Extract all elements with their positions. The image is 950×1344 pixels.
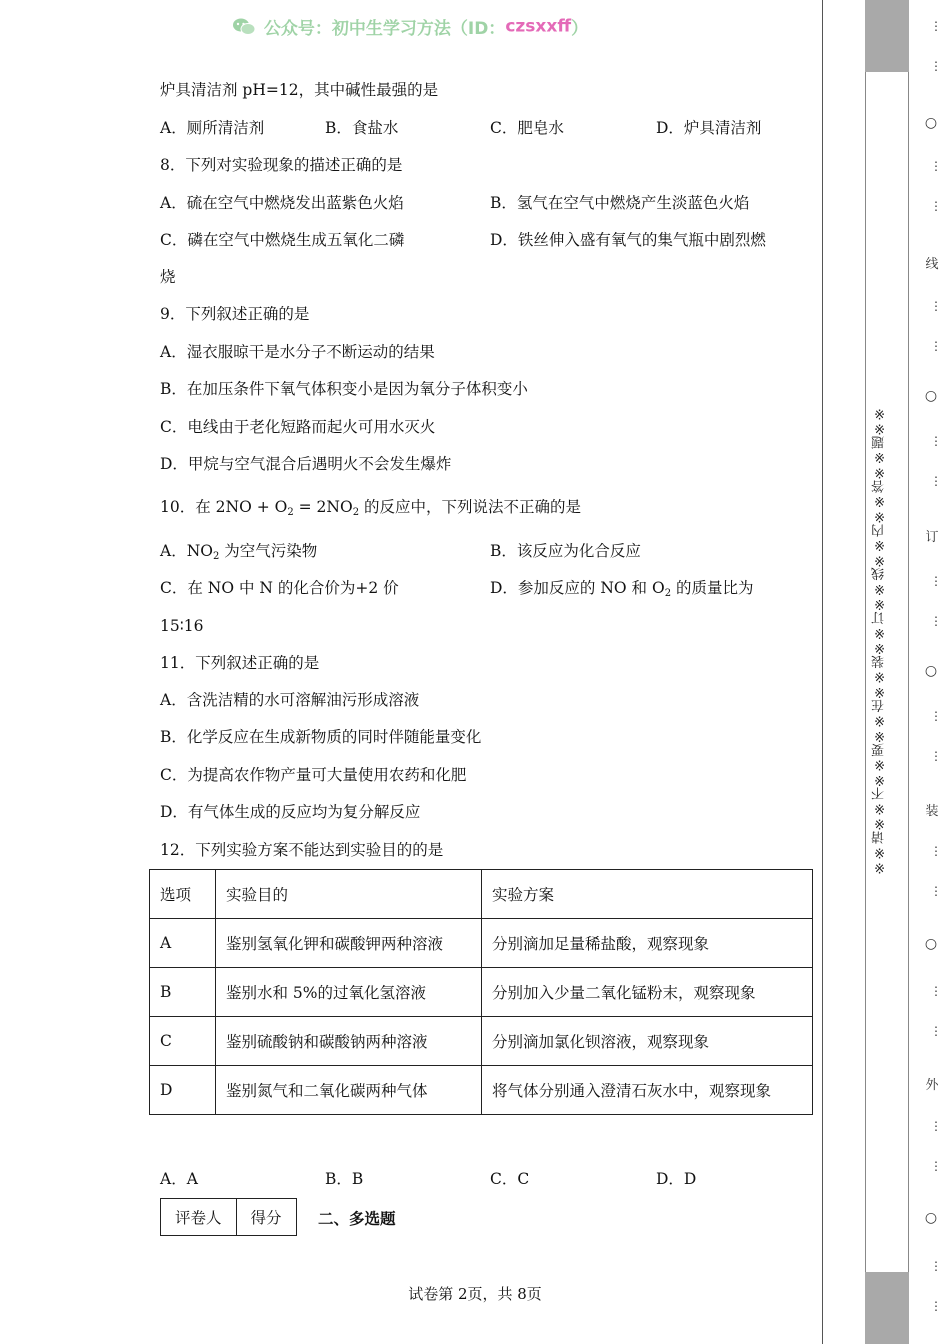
wechat-icon xyxy=(232,17,256,37)
q10-option-d-cont: 15∶16 xyxy=(160,617,204,635)
dotted-line-icon: ⋮ xyxy=(930,614,942,628)
binding-hole-icon: ○ xyxy=(924,115,938,131)
binding-mark-install: 装 xyxy=(925,804,939,819)
table-cell: B xyxy=(150,968,216,1017)
q7-tail: 炉具清洁剂 pH=12，其中碱性最强的是 xyxy=(160,81,439,99)
dotted-line-icon: ⋮ xyxy=(930,709,942,723)
header-end: ） xyxy=(571,19,589,39)
page-footer: 试卷第 2页，共 8页 xyxy=(408,1285,542,1303)
q11-stem: 11．下列叙述正确的是 xyxy=(160,654,320,672)
binding-hole-icon: ○ xyxy=(924,936,938,952)
q12-option-c: C．C xyxy=(490,1170,530,1188)
dotted-line-icon: ⋮ xyxy=(930,574,942,588)
table-cell: A xyxy=(150,919,216,968)
watermark-header xyxy=(0,14,820,44)
q9-option-a: A．湿衣服晾干是水分子不断运动的结果 xyxy=(160,343,435,361)
table-header-row xyxy=(150,870,813,919)
q10-option-d: D．参加反应的 NO 和 $O_2$ 的质量比为 xyxy=(490,579,754,599)
dotted-line-icon: ⋮ xyxy=(930,1024,942,1038)
q12-option-a: A．A xyxy=(160,1170,198,1188)
table-cell: 鉴别硫酸钠和碳酸钠两种溶液 xyxy=(216,1017,482,1066)
table-row xyxy=(150,968,813,1017)
table-row xyxy=(150,919,813,968)
q11-option-c: C．为提高农作物产量可大量使用农药和化肥 xyxy=(160,766,467,784)
q9-option-d: D．甲烷与空气混合后遇明火不会发生爆炸 xyxy=(160,455,452,473)
table-cell: D xyxy=(150,1066,216,1115)
binding-hole-icon: ○ xyxy=(924,663,938,679)
q10-option-a: A．$NO_2$ 为空气污染物 xyxy=(160,542,318,562)
binding-mark-outer: 外 xyxy=(925,1078,939,1093)
q7-option-b: B．食盐水 xyxy=(325,119,399,137)
score-cell: 得分 xyxy=(236,1199,296,1236)
binding-gray-top xyxy=(865,0,909,72)
q10-stem: 10．在 $2NO + O_2 = 2NO_2$ 的反应中，下列说法不正确的是 xyxy=(160,498,582,518)
q10-option-c: C．在 NO 中 N 的化合价为+2 价 xyxy=(160,579,399,597)
binding-hole-icon: ○ xyxy=(924,388,938,404)
table-cell: 鉴别氢氧化钾和碳酸钾两种溶液 xyxy=(216,919,482,968)
score-box xyxy=(160,1198,297,1236)
grader-cell: 评卷人 xyxy=(161,1199,237,1236)
table-header: 实验方案 xyxy=(482,870,813,919)
table-cell: 分别滴加足量稀盐酸，观察现象 xyxy=(482,919,813,968)
table-cell: C xyxy=(150,1017,216,1066)
q12-option-d: D．D xyxy=(656,1170,697,1188)
q12-stem: 12．下列实验方案不能达到实验目的的是 xyxy=(160,841,444,859)
q11-option-b: B．化学反应在生成新物质的同时伴随能量变化 xyxy=(160,728,482,746)
q10-option-b: B．该反应为化合反应 xyxy=(490,542,641,560)
binding-mark-line: 线 xyxy=(925,257,939,272)
binding-divider xyxy=(822,0,823,1344)
table-cell: 鉴别氮气和二氧化碳两种气体 xyxy=(216,1066,482,1115)
dotted-line-icon: ⋮ xyxy=(930,59,942,73)
table-row xyxy=(150,1017,813,1066)
q12-option-b: B．B xyxy=(325,1170,364,1188)
dotted-line-icon: ⋮ xyxy=(930,1159,942,1173)
dotted-line-icon: ⋮ xyxy=(930,299,942,313)
binding-gray-bottom xyxy=(865,1272,909,1344)
binding-warning: ※※请※※不※※要※※在※※装※※订※※线※※内※※答※※题※※ xyxy=(872,405,887,875)
dotted-line-icon: ⋮ xyxy=(930,434,942,448)
dotted-line-icon: ⋮ xyxy=(930,1299,942,1313)
dotted-line-icon: ⋮ xyxy=(930,199,942,213)
dotted-line-icon: ⋮ xyxy=(930,159,942,173)
section-title: 二、多选题 xyxy=(318,1210,396,1228)
q11-option-a: A．含洗洁精的水可溶解油污形成溶液 xyxy=(160,691,420,709)
q9-stem: 9．下列叙述正确的是 xyxy=(160,305,310,323)
table-cell: 鉴别水和 5%的过氧化氢溶液 xyxy=(216,968,482,1017)
dotted-line-icon: ⋮ xyxy=(930,1259,942,1273)
q11-option-d: D．有气体生成的反应均为复分解反应 xyxy=(160,803,421,821)
q9-option-c: C．电线由于老化短路而起火可用水灭火 xyxy=(160,418,436,436)
q8-option-d-cont: 烧 xyxy=(160,268,176,286)
q7-option-d: D．炉具清洁剂 xyxy=(656,119,762,137)
q8-option-a: A．硫在空气中燃烧发出蓝紫色火焰 xyxy=(160,194,404,212)
dotted-line-icon: ⋮ xyxy=(930,984,942,998)
binding-mark-bind: 订 xyxy=(925,530,939,545)
dotted-line-icon: ⋮ xyxy=(930,1119,942,1133)
q8-option-d: D．铁丝伸入盛有氧气的集气瓶中剧烈燃 xyxy=(490,231,766,249)
q12-table xyxy=(149,869,813,1115)
table-cell: 分别加入少量二氧化锰粉末，观察现象 xyxy=(482,968,813,1017)
dotted-line-icon: ⋮ xyxy=(930,339,942,353)
table-row xyxy=(150,1066,813,1115)
header-text: 公众号：初中生学习方法（ID： xyxy=(263,19,506,39)
table-cell: 将气体分别通入澄清石灰水中，观察现象 xyxy=(482,1066,813,1115)
q7-option-a: A．厕所清洁剂 xyxy=(160,119,265,137)
dotted-line-icon: ⋮ xyxy=(930,884,942,898)
table-header: 实验目的 xyxy=(216,870,482,919)
header-id: czsxxff xyxy=(505,16,572,37)
q8-option-b: B．氢气在空气中燃烧产生淡蓝色火焰 xyxy=(490,194,750,212)
q8-stem: 8．下列对实验现象的描述正确的是 xyxy=(160,156,403,174)
q9-option-b: B．在加压条件下氧气体积变小是因为氧分子体积变小 xyxy=(160,380,528,398)
q7-option-c: C．肥皂水 xyxy=(490,119,564,137)
dotted-line-icon: ⋮ xyxy=(930,749,942,763)
dotted-line-icon: ⋮ xyxy=(930,844,942,858)
dotted-line-icon: ⋮ xyxy=(930,19,942,33)
q8-option-c: C．磷在空气中燃烧生成五氧化二磷 xyxy=(160,231,405,249)
table-header: 选项 xyxy=(150,870,216,919)
table-cell: 分别滴加氯化钡溶液，观察现象 xyxy=(482,1017,813,1066)
binding-hole-icon: ○ xyxy=(924,1210,938,1226)
dotted-line-icon: ⋮ xyxy=(930,474,942,488)
